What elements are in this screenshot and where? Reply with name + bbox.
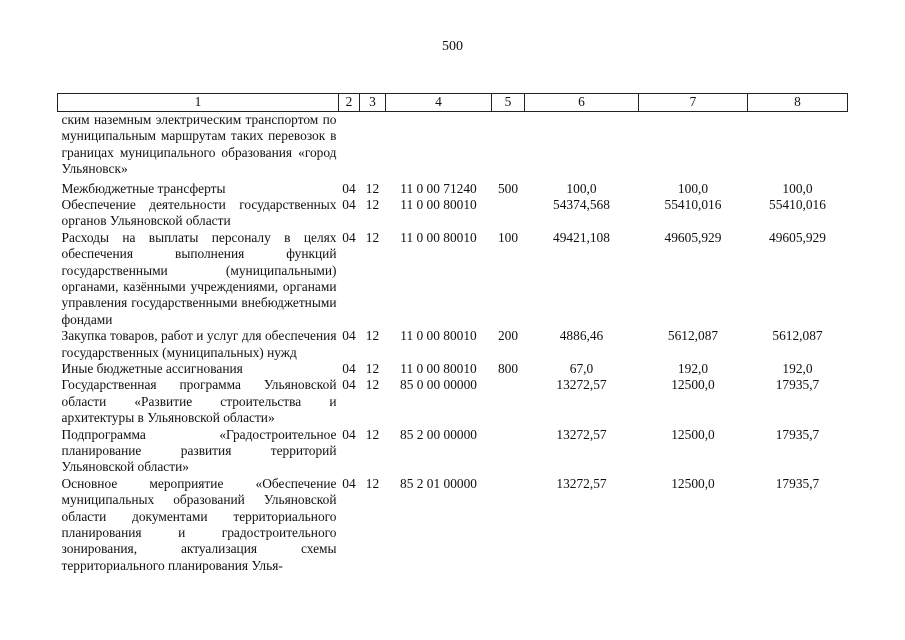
row-value-col8: 100,0 — [782, 180, 813, 196]
row-section: 04 — [342, 377, 356, 393]
row-subsection: 12 — [365, 377, 380, 393]
row-value-col6: 54374,568 — [553, 196, 610, 212]
table-row — [58, 230, 848, 328]
row-expense-type: 200 — [497, 328, 519, 344]
table-row — [58, 197, 848, 230]
row-subsection: 12 — [365, 360, 380, 376]
row-section: 04 — [342, 328, 356, 344]
row-value-col6: 13272,57 — [556, 426, 607, 442]
row-name: Иные бюджетные ассигнования — [61, 360, 243, 376]
row-expense-type — [492, 377, 525, 426]
row-value-col7: 192,0 — [677, 360, 709, 376]
header-col-7: 7 — [639, 94, 748, 112]
row-name: Обеспечение деятельности государственных органов Ульяновской области — [61, 196, 337, 229]
row-expense-type — [492, 197, 525, 230]
row-value-col7: 100,0 — [677, 180, 709, 196]
row-section: 04 — [342, 360, 356, 376]
row-section: 04 — [342, 196, 356, 212]
table-row — [58, 112, 848, 181]
budget-table — [57, 93, 848, 574]
row-target-code: 11 0 00 80010 — [400, 360, 477, 376]
row-name: Межбюджетные трансферты — [61, 180, 226, 196]
row-value-col7: 12500,0 — [671, 377, 715, 393]
row-value-col8: 192,0 — [782, 360, 813, 376]
row-target-code: 85 2 01 00000 — [400, 475, 477, 491]
row-subsection: 12 — [365, 328, 380, 344]
row-value-col6: 4886,46 — [559, 328, 604, 344]
row-value-col6: 13272,57 — [556, 475, 607, 491]
row-expense-type — [492, 476, 525, 574]
row-target-code: 11 0 00 80010 — [400, 196, 477, 212]
row-target-code — [386, 112, 492, 181]
row-expense-type — [492, 427, 525, 476]
row-subsection: 12 — [365, 180, 380, 196]
row-name: Основное мероприятие «Обеспечение муниципальных образований Ульяновской области документами территориального планирования и градостроительного зонирования, актуализация схемы территориального планирования Улья- — [61, 475, 337, 573]
row-section: 04 — [342, 229, 356, 245]
row-value-col8: 17935,7 — [775, 475, 820, 491]
table-row — [58, 328, 848, 361]
row-expense-type: 500 — [497, 180, 519, 196]
row-value-col6: 49421,108 — [553, 229, 610, 245]
row-value-col6: 67,0 — [569, 360, 594, 376]
row-value-col8: 5612,087 — [772, 328, 823, 344]
row-value-col7: 49605,929 — [664, 229, 722, 245]
row-value-col8 — [748, 112, 848, 181]
row-name: Государственная программа Ульяновской области «Развитие строительства и архитектуры в Ульяновской области» — [61, 377, 337, 426]
table-row — [58, 427, 848, 476]
row-value-col8: 17935,7 — [775, 377, 820, 393]
row-value-col8: 55410,016 — [769, 196, 826, 212]
row-expense-type: 100 — [497, 229, 519, 245]
header-col-8: 8 — [748, 94, 848, 112]
page-number: 500 — [442, 39, 463, 54]
row-target-code: 11 0 00 80010 — [400, 229, 477, 245]
row-subsection — [360, 112, 386, 181]
row-value-col7: 5612,087 — [667, 328, 719, 344]
row-subsection: 12 — [365, 475, 380, 491]
row-value-col8: 17935,7 — [775, 426, 820, 442]
row-expense-type — [492, 112, 525, 181]
table-row — [58, 181, 848, 197]
row-expense-type: 800 — [497, 360, 519, 376]
header-col-5: 5 — [492, 94, 525, 112]
table-row — [58, 476, 848, 574]
row-name: Расходы на выплаты персоналу в целях обеспечения выполнения функций государственными (муниципальными) органами, казёнными учреждениями, органами управления государственными внебюджетными фондами — [61, 229, 337, 327]
row-target-code: 85 0 00 00000 — [400, 377, 477, 393]
row-value-col7: 12500,0 — [671, 475, 715, 491]
header-col-3: 3 — [360, 94, 386, 112]
row-name: Закупка товаров, работ и услуг для обеспечения государственных (муниципальных) нужд — [61, 328, 337, 360]
table-row — [58, 361, 848, 377]
row-target-code: 11 0 00 71240 — [400, 180, 477, 196]
row-value-col6 — [525, 112, 639, 181]
row-value-col7 — [639, 112, 748, 181]
row-name: Подпрограмма «Градостроительное планирование развития территорий Ульяновской области» — [61, 426, 337, 475]
row-subsection: 12 — [365, 426, 380, 442]
row-section: 04 — [342, 475, 356, 491]
header-col-4: 4 — [386, 94, 492, 112]
row-subsection: 12 — [365, 196, 380, 212]
row-value-col7: 55410,016 — [664, 196, 722, 212]
header-col-6: 6 — [525, 94, 639, 112]
row-target-code: 85 2 00 00000 — [400, 426, 477, 442]
row-name: ским наземным электрическим транспортом по муниципальным маршрутам таких перевозок в границах муниципального образования «город Ульяновск» — [61, 112, 337, 177]
row-section: 04 — [342, 426, 356, 442]
row-value-col6: 100,0 — [566, 180, 597, 196]
row-subsection: 12 — [365, 229, 380, 245]
table-row — [58, 377, 848, 426]
row-section: 04 — [342, 180, 356, 196]
row-value-col7: 12500,0 — [671, 426, 715, 442]
row-value-col6: 13272,57 — [556, 377, 607, 393]
row-target-code: 11 0 00 80010 — [400, 328, 477, 344]
header-col-2: 2 — [339, 94, 360, 112]
header-row — [58, 94, 848, 112]
row-value-col8: 49605,929 — [769, 229, 826, 245]
row-section — [339, 112, 360, 181]
header-col-1: 1 — [58, 94, 339, 112]
